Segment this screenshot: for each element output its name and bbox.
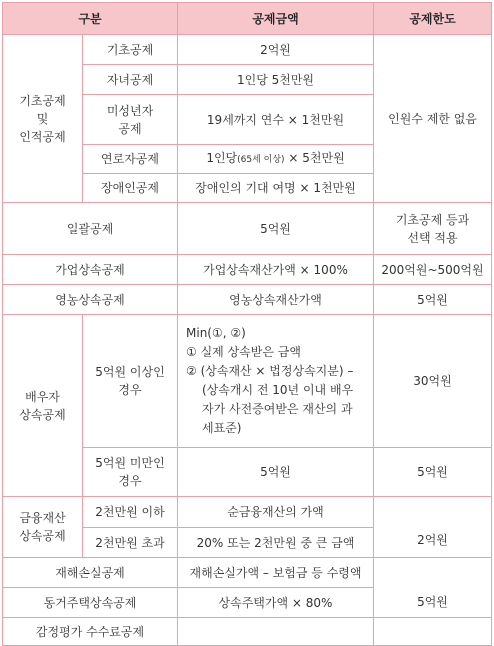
minor-label: 미성년자 공제 bbox=[83, 95, 178, 145]
children-label: 자녀공제 bbox=[83, 65, 178, 95]
farming-label: 영농상속공제 bbox=[3, 285, 178, 315]
elderly-label: 연로자공제 bbox=[83, 145, 178, 174]
fin-over-label: 2천만원 초과 bbox=[83, 528, 178, 558]
fin-under-amount: 순금융재산의 가액 bbox=[178, 497, 374, 528]
appraisal-amount bbox=[178, 618, 374, 646]
personal-limit: 인원수 제한 없음 bbox=[374, 35, 492, 203]
cohabit-label: 동거주택상속공제 bbox=[3, 588, 178, 618]
elderly-amount: 1인당(65세 이상) × 5천만원 bbox=[178, 145, 374, 174]
basic-label: 기초공제 bbox=[83, 35, 178, 65]
lump-label: 일괄공제 bbox=[3, 203, 178, 255]
deduction-table bbox=[2, 2, 492, 646]
disaster-label: 재해손실공제 bbox=[3, 558, 178, 588]
table-row bbox=[3, 255, 492, 285]
disabled-amount: 장애인의 기대 여명 × 1천만원 bbox=[178, 174, 374, 203]
lump-limit: 기초공제 등과 선택 적용 bbox=[374, 203, 492, 255]
table-row bbox=[3, 203, 492, 255]
family-biz-limit: 200억원~500억원 bbox=[374, 255, 492, 285]
table-row bbox=[3, 315, 492, 448]
family-biz-label: 가업상속공제 bbox=[3, 255, 178, 285]
spouse-over-amount: Min(①, ②) ① 실제 상속받은 금액 ② (상속재산 × 법정상속지분) – (상속개시 전 10년 이내 배우 자가 사전증여받은 재산의 과 세표준) bbox=[178, 315, 374, 448]
spouse-over-limit: 30억원 bbox=[374, 315, 492, 448]
financial-group-label: 금융재산 상속공제 bbox=[3, 497, 83, 558]
appraisal-label: 감정평가 수수료공제 bbox=[3, 618, 178, 646]
spouse-under-label: 5억원 미만인 경우 bbox=[83, 448, 178, 497]
fin-over-amount: 20% 또는 2천만원 중 큰 금액 bbox=[178, 528, 374, 558]
table-header-row bbox=[3, 3, 492, 35]
table-row bbox=[3, 285, 492, 315]
cohabit-limit: 5억원 bbox=[374, 558, 492, 618]
appraisal-limit bbox=[374, 618, 492, 646]
spouse-under-limit: 5억원 bbox=[374, 448, 492, 497]
table-row bbox=[3, 497, 492, 528]
children-amount: 1인당 5천만원 bbox=[178, 65, 374, 95]
table-row bbox=[3, 35, 492, 65]
spouse-group-label: 배우자 상속공제 bbox=[3, 315, 83, 497]
table-row bbox=[3, 558, 492, 588]
disabled-label: 장애인공제 bbox=[83, 174, 178, 203]
farming-amount: 영농상속재산가액 bbox=[178, 285, 374, 315]
farming-limit: 5억원 bbox=[374, 285, 492, 315]
basic-amount: 2억원 bbox=[178, 35, 374, 65]
table-row bbox=[3, 618, 492, 646]
spouse-over-label: 5억원 이상인 경우 bbox=[83, 315, 178, 448]
fin-under-label: 2천만원 이하 bbox=[83, 497, 178, 528]
header-category: 구분 bbox=[3, 3, 178, 35]
lump-amount: 5억원 bbox=[178, 203, 374, 255]
spouse-under-amount: 5억원 bbox=[178, 448, 374, 497]
header-limit: 공제한도 bbox=[374, 3, 492, 35]
disaster-amount: 재해손실가액 – 보험금 등 수령액 bbox=[178, 558, 374, 588]
minor-amount: 19세까지 연수 × 1천만원 bbox=[178, 95, 374, 145]
header-amount: 공제금액 bbox=[178, 3, 374, 35]
cohabit-amount: 상속주택가액 × 80% bbox=[178, 588, 374, 618]
fin-limit: 2억원 bbox=[374, 497, 492, 558]
basic-group-label: 기초공제 및 인적공제 bbox=[3, 35, 83, 203]
family-biz-amount: 가업상속재산가액 × 100% bbox=[178, 255, 374, 285]
